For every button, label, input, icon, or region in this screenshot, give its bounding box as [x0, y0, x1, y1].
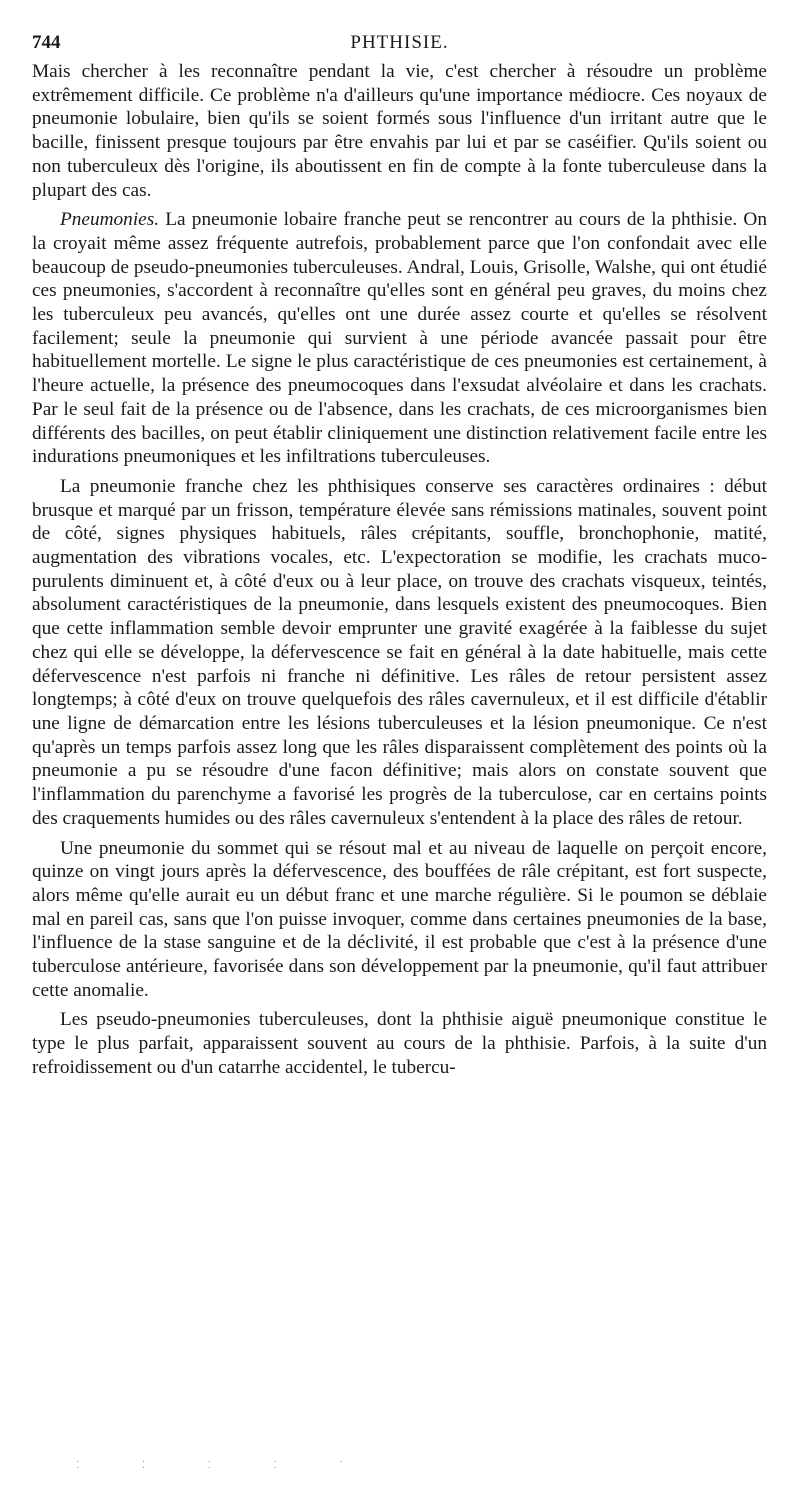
paragraph-text: Une pneumonie du sommet qui se résout mal et au niveau de laquelle on perçoit encore, quinze on vingt jours après la défervescence, des bouffées de râle crépitant, est fort suspecte, alors même qu'elle aurait eu un début franc et une marche régulière. Si le poumon se déblaie mal en pareil cas, sans que l'on puisse invoquer, comme dans certaines pneumonies de la base, l'influence de la stase sanguine et de la déclivité, il est probable que c'est à la présence d'une tuberculose antérieure, favorisée dans son développement par la pneumonie, qu'il faut attribuer cette anomalie. — [32, 837, 767, 1001]
paragraph-lobular-pneumonia-conclusion — [32, 60, 767, 202]
running-title: PHTHISIE. — [350, 32, 449, 53]
page-number: 744 — [32, 32, 61, 53]
paragraph-text: La pneumonie franche chez les phthisiques conserve ses caractères ordinaires : début brusque et marqué par un frisson, température élevée sans rémissions matinales, souvent point de côté, signes physiques habituels, râles crépitants, souffle, bronchophonie, matité, augmentation des vibrations vocales, etc. L'expectoration se modifie, les crachats muco-purulents diminuent et, à côté d'eux ou à leur place, on trouve des crachats visqueux, teintés, absolument caractéristiques de la pneumonie, dans lesquels existent des pneumocoques. Bien que cette inflammation semble devoir emprunter une gravité exagérée à la faiblesse du sujet chez qui elle se développe, la défervescence se fait en général à la date habituelle, mais cette défervescence n'est parfois ni franche ni définitive. Les râles de retour persistent assez longtemps; à côté d'eux on trouve quelquefois des râles cavernuleux, et il est difficile d'établir une ligne de démarcation entre les lésions tuberculeuses et la lésion pneumonique. Ce n'est qu'après un temps parfois assez long que les râles disparaissent complètement des points où la pneumonie a pu se résoudre d'une facon définitive; mais alors on constate souvent que l'inflammation du parenchyme a favorisé les progrès de la tuberculose, car en certains points des craquements humides ou des râles cavernuleux s'entendent à la place des râles de retour. — [32, 475, 767, 829]
running-header — [32, 30, 767, 56]
book-page — [32, 30, 767, 1086]
paragraph-text: La pneumonie lobaire franche peut se rencontrer au cours de la phthisie. On la croyait même assez fréquente autrefois, probablement parce que l'on confondait avec elle beaucoup de pseudo-pneumonies tuberculeuses. Andral, Louis, Grisolle, Walshe, qui ont étudié ces pneumonies, s'accordent à reconnaître qu'elles sont en général peu graves, du moins chez les tuberculeux peu avancés, qu'elles ont une durée assez courte et qu'elles se résolvent facilement; seule la pneumonie qui survient à une période avancée passait pour être habituellement mortelle. Le signe le plus caractéristique de ces pneumonies est certainement, à l'heure actuelle, la présence des pneumocoques dans l'exsudat alvéolaire et dans les crachats. Par le seul fait de la présence ou de l'absence, dans les crachats, de ces microorganismes bien différents des bacilles, on peut établir cliniquement une distinction relativement facile entre les indurations pneumoniques et les infiltrations tuberculeuses. — [32, 209, 767, 468]
paragraph-text: Mais chercher à les reconnaître pendant la vie, c'est chercher à résoudre un problème extrêmement difficile. Ce problème n'a d'ailleurs qu'une importance médiocre. Ces noyaux de pneumonie lobulaire, bien qu'ils se soient formés sous l'influence d'un irritant autre que le bacille, finissent presque toujours par être envahis par lui et par se caséifier. Qu'ils soient ou non tuberculeux dès l'origine, ils aboutissent en fin de compte à la fonte tuberculeuse dans la plupart des cas. — [32, 61, 767, 201]
paragraph-franche-pneumonia-course — [32, 475, 767, 831]
body-text — [32, 60, 767, 1080]
page-bottom-specks: · · · · · · · · · — [76, 1457, 373, 1474]
section-heading-pneumonies: Pneumonies. — [60, 209, 160, 231]
paragraph-text: Les pseudo-pneumonies tuberculeuses, dont la phthisie aiguë pneumonique constitue le type le plus parfait, apparaissent souvent au cours de la phthisie. Parfois, à la suite d'un refroidissement ou d'un catarrhe accidentel, le tubercu- — [32, 1009, 767, 1078]
paragraph-pneumonias — [32, 208, 767, 469]
paragraph-pseudo-pneumonias — [32, 1008, 767, 1079]
paragraph-apex-pneumonia — [32, 837, 767, 1003]
